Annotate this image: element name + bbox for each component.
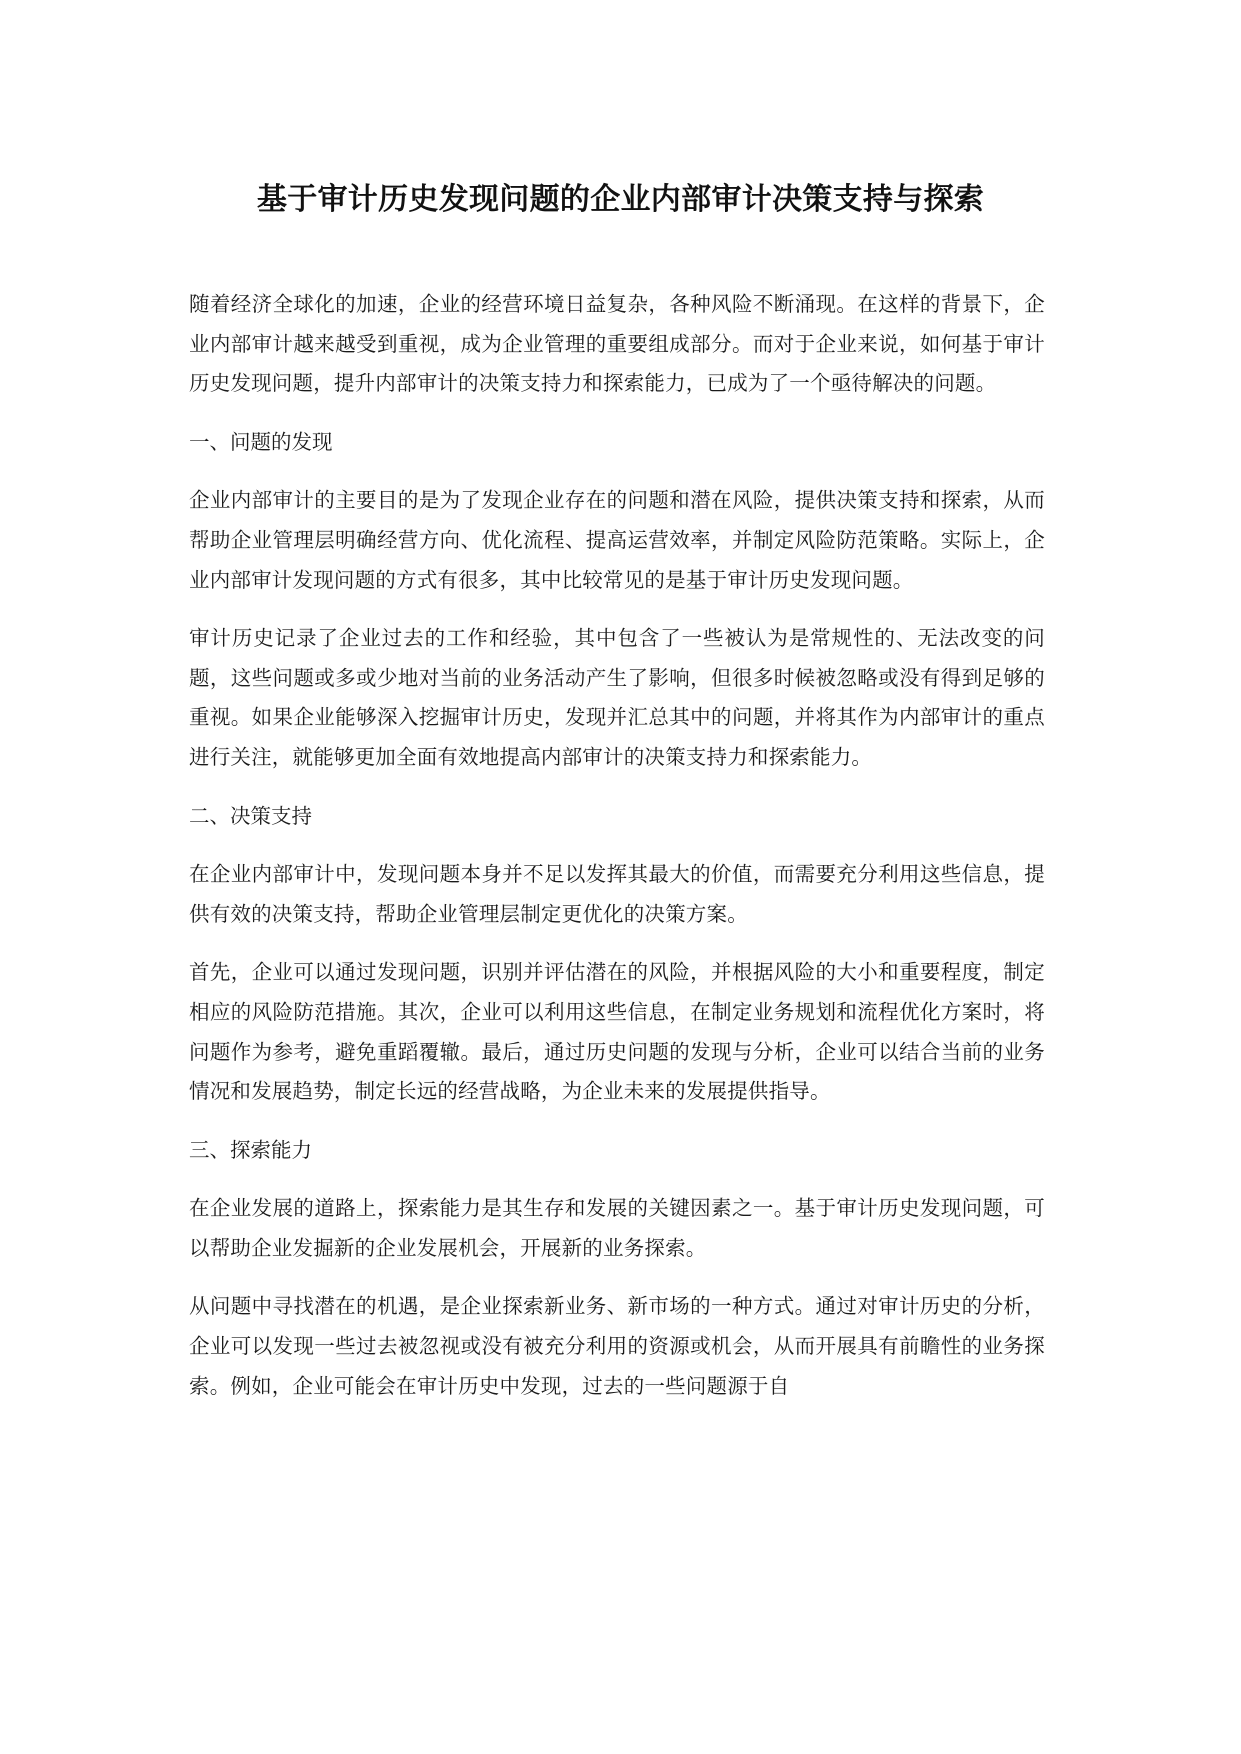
document-title: 基于审计历史发现问题的企业内部审计决策支持与探索 <box>256 182 985 217</box>
paragraph-2-1: 在企业内部审计中，发现问题本身并不足以发挥其最大的价值，而需要充分利用这些信息，提供有效的决策支持，帮助企业管理层制定更优化的决策方案。 <box>189 862 1045 926</box>
paragraph-1-2: 审计历史记录了企业过去的工作和经验，其中包含了一些被认为是常规性的、无法改变的问题，这些问题或多或少地对当前的业务活动产生了影响，但很多时候被忽略或没有得到足够的重视。如果企业能够深入挖掘审计历史，发现并汇总其中的问题，并将其作为内部审计的重点进行关注，就能够更加全面有效地提高内部审计的决策支持力和探索能力。 <box>189 626 1045 769</box>
document-body <box>189 285 1045 1425</box>
paragraph-1-1: 企业内部审计的主要目的是为了发现企业存在的问题和潜在风险，提供决策支持和探索，从而帮助企业管理层明确经营方向、优化流程、提高运营效率，并制定风险防范策略。实际上，企业内部审计发现问题的方式有很多，其中比较常见的是基于审计历史发现问题。 <box>189 488 1045 592</box>
paragraph-intro: 随着经济全球化的加速，企业的经营环境日益复杂，各种风险不断涌现。在这样的背景下，企业内部审计越来越受到重视，成为企业管理的重要组成部分。而对于企业来说，如何基于审计历史发现问题，提升内部审计的决策支持力和探索能力，已成为了一个亟待解决的问题。 <box>189 292 1045 396</box>
paragraph-3-1: 在企业发展的道路上，探索能力是其生存和发展的关键因素之一。基于审计历史发现问题，可以帮助企业发掘新的企业发展机会，开展新的业务探索。 <box>189 1196 1045 1260</box>
section-heading-3: 三、探索能力 <box>189 1137 312 1162</box>
section-heading-1: 一、问题的发现 <box>189 429 333 454</box>
paragraph-3-2: 从问题中寻找潜在的机遇，是企业探索新业务、新市场的一种方式。通过对审计历史的分析，企业可以发现一些过去被忽视或没有被充分利用的资源或机会，从而开展具有前瞻性的业务探索。例如，企业可能会在审计历史中发现，过去的一些问题源于自 <box>189 1294 1045 1398</box>
paragraph-2-2: 首先，企业可以通过发现问题，识别并评估潜在的风险，并根据风险的大小和重要程度，制定相应的风险防范措施。其次，企业可以利用这些信息，在制定业务规划和流程优化方案时，将问题作为参考，避免重蹈覆辙。最后，通过历史问题的发现与分析，企业可以结合当前的业务情况和发展趋势，制定长远的经营战略，为企业未来的发展提供指导。 <box>189 960 1045 1104</box>
section-heading-2: 二、决策支持 <box>189 803 312 828</box>
